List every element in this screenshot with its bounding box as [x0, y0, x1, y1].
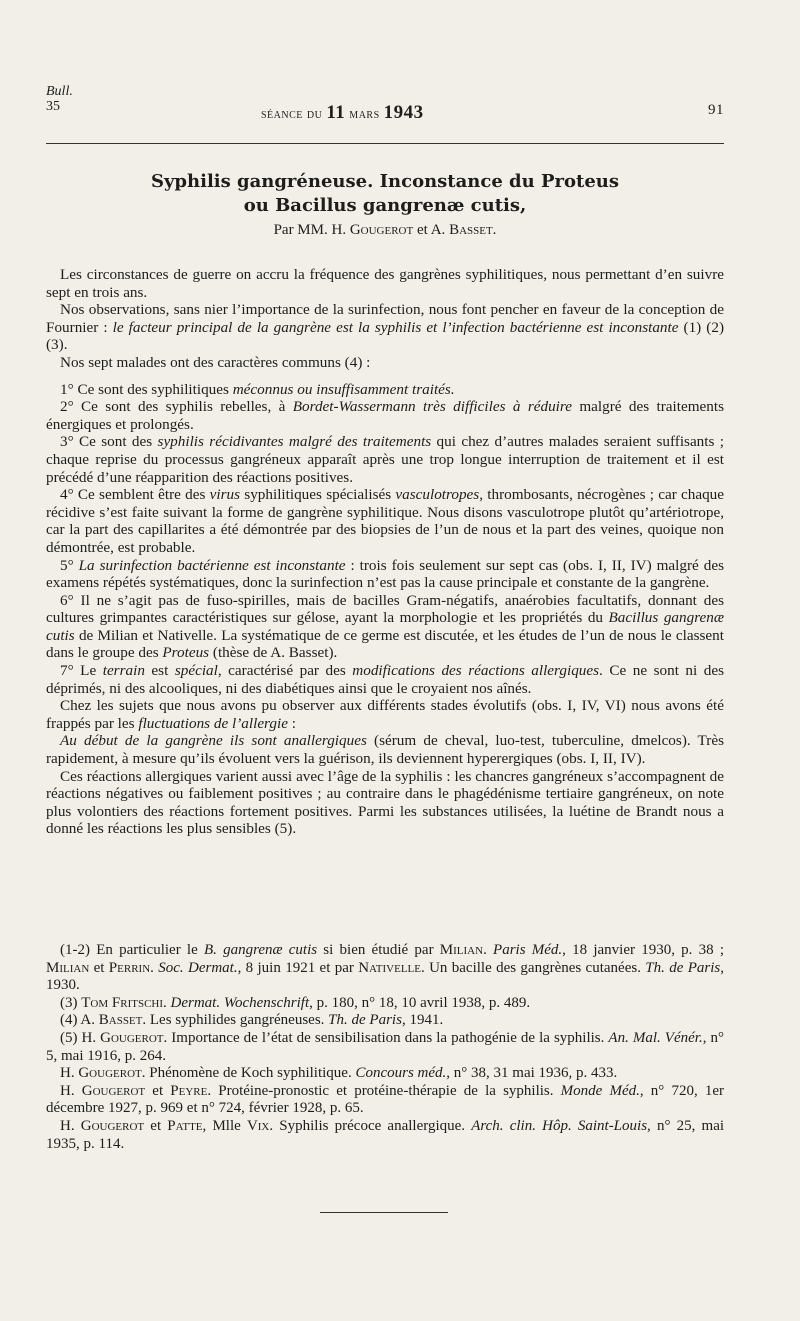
list-item: 7° Le terrain est spécial, caractérisé par des modifications des réactions allergiques. Ce ne sont ni des déprimés, ni des alcooliques, ni des diabétiques ainsi que le croyaient nos aînés. — [46, 662, 724, 697]
header-rule — [46, 143, 724, 144]
title-line-1: Syphilis gangréneuse. Inconstance du Proteus — [150, 171, 620, 192]
session-date: séance du 11 mars 1943 — [261, 102, 424, 123]
list-item: 6° Il ne s’agit pas de fuso-spirilles, mais de bacilles Gram-négatifs, anaérobies facultatifs, donnant des cultures grimpantes caractéristiques sur gélose, ayant la morphologie et les propriétés du Bacillus gangrenæ cutis de Milian et Nativelle. La systématique de ce germe est discutée, et les études de l’un de nous le classent dans le groupe des Proteus (thèse de A. Basset). — [46, 591, 725, 662]
article-title — [46, 170, 724, 218]
page-number: 91 — [708, 102, 724, 118]
list-item: 5° La surinfection bactérienne est inconstante : trois fois seulement sur sept cas (obs. I, II, IV) malgré des examens répétés systématiques, donc la surinfection n’est pas la cause principale et constante de la gangrène. — [46, 556, 724, 592]
annotation-line-2: 35 — [46, 99, 60, 114]
paragraph: Les circonstances de guerre on accru la fréquence des gangrènes syphilitiques, nous permettant d’en suivre sept en trois ans. — [46, 266, 724, 301]
paragraph: Au début de la gangrène ils sont anallergiques (sérum de cheval, luo-test, tuberculine, dmelcos). Très rapidement, à mesure qu’ils évoluent vers la guérison, ils deviennent hyperergiques (obs. I, II, IV). — [46, 732, 725, 768]
footnote: (1-2) En particulier le B. gangrenæ cutis si bien étudié par Milian. Paris Méd., 18 janvier 1930, p. 38 ; Milian et Perrin. Soc. Dermat., 8 juin 1921 et par Nativelle. Un bacille des gangrènes cutanées. Th. de Paris, 1930. — [46, 942, 725, 994]
end-rule — [320, 1212, 448, 1213]
footnote: (4) A. Basset. Les syphilides gangréneuses. Th. de Paris, 1941. — [60, 1012, 444, 1029]
handwritten-annotation — [46, 84, 73, 114]
footnote: (5) H. Gougerot. Importance de l’état de sensibilisation dans la pathogénie de la syphilis. An. Mal. Vénér., n° 5, mai 1916, p. 264. — [46, 1029, 724, 1064]
author-basset: Basset. — [449, 222, 497, 238]
list-item: 4° Ce semblent être des virus syphilitiques spécialisés vasculotropes, thrombosants, nécrogènes ; car chaque récidive s’est faite suivant la forme de gangrène syphilitique. Nous disons vasculotrope plutôt qu’artériotrope, car la part des capillarites a été démontrée par des biopsies de l’un de nous et la part des veines, quoique non démontrée, est probable. — [46, 486, 725, 556]
footnote: H. Gougerot et Patte, Mlle Vix. Syphilis précoce anallergique. Arch. clin. Hôp. Saint-Louis, n° 25, mai 1935, p. 114. — [46, 1117, 725, 1152]
list-item: 2° Ce sont des syphilis rebelles, à Bordet-Wassermann très difficiles à réduire malgré des traitements énergiques et prolongés. — [46, 398, 724, 433]
article-authors: Par MM. H. Gougerot et A. Basset. — [273, 222, 497, 238]
paragraph: Nos sept malades ont des caractères communs (4) : — [60, 353, 371, 371]
footnote: H. Gougerot et Peyre. Protéine-pronostic et protéine-thérapie de la syphilis. Monde Méd., n° 720, 1er décembre 1927, p. 969 et n° 724, février 1928, p. 65. — [46, 1082, 725, 1117]
list-item: 1° Ce sont des syphilitiques méconnus ou insuffisamment traités. — [60, 380, 455, 398]
footnotes — [46, 942, 724, 1153]
article-body — [46, 266, 724, 838]
paragraph: Nos observations, sans nier l’importance de la surinfection, nous font pencher en faveur de la conception de Fournier : le facteur principal de la gangrène est la syphilis et l’infection bactérienne est inconstante (1) (2) (3). — [46, 301, 724, 354]
paragraph: Ces réactions allergiques varient aussi avec l’âge de la syphilis : les chancres gangréneux s’accompagnent de réactions négatives ou faiblement positives ; au contraire dans le phagédénisme tertiaire gangréneux, on note plus volontiers des réactions fortement positives. Parmi les substances utilisées, la luétine de Brandt nous a donné les réactions les plus sensibles (5). — [46, 767, 724, 838]
paragraph: Chez les sujets que nous avons pu observer aux différents stades évolutifs (obs. I, IV, VI) nous avons été frappés par les fluctuations de l’allergie : — [46, 697, 724, 732]
title-line-2: ou Bacillus gangrenæ cutis, — [243, 195, 527, 216]
author-gougerot: Gougerot — [349, 222, 414, 238]
footnote: H. Gougerot. Phénomène de Koch syphilitique. Concours méd., n° 38, 31 mai 1936, p. 433. — [60, 1065, 618, 1082]
annotation-line-1: Bull. — [46, 84, 73, 99]
footnote: (3) Tom Fritschi. Dermat. Wochenschrift, p. 180, n° 18, 10 avril 1938, p. 489. — [60, 994, 531, 1011]
list-item: 3° Ce sont des syphilis récidivantes malgré des traitements qui chez d’autres malades seraient suffisants ; chaque reprise du processus gangréneux apparaît après une trop longue interruption de traitement et il est précédé d’une réapparition des réactions positives. — [46, 433, 724, 486]
